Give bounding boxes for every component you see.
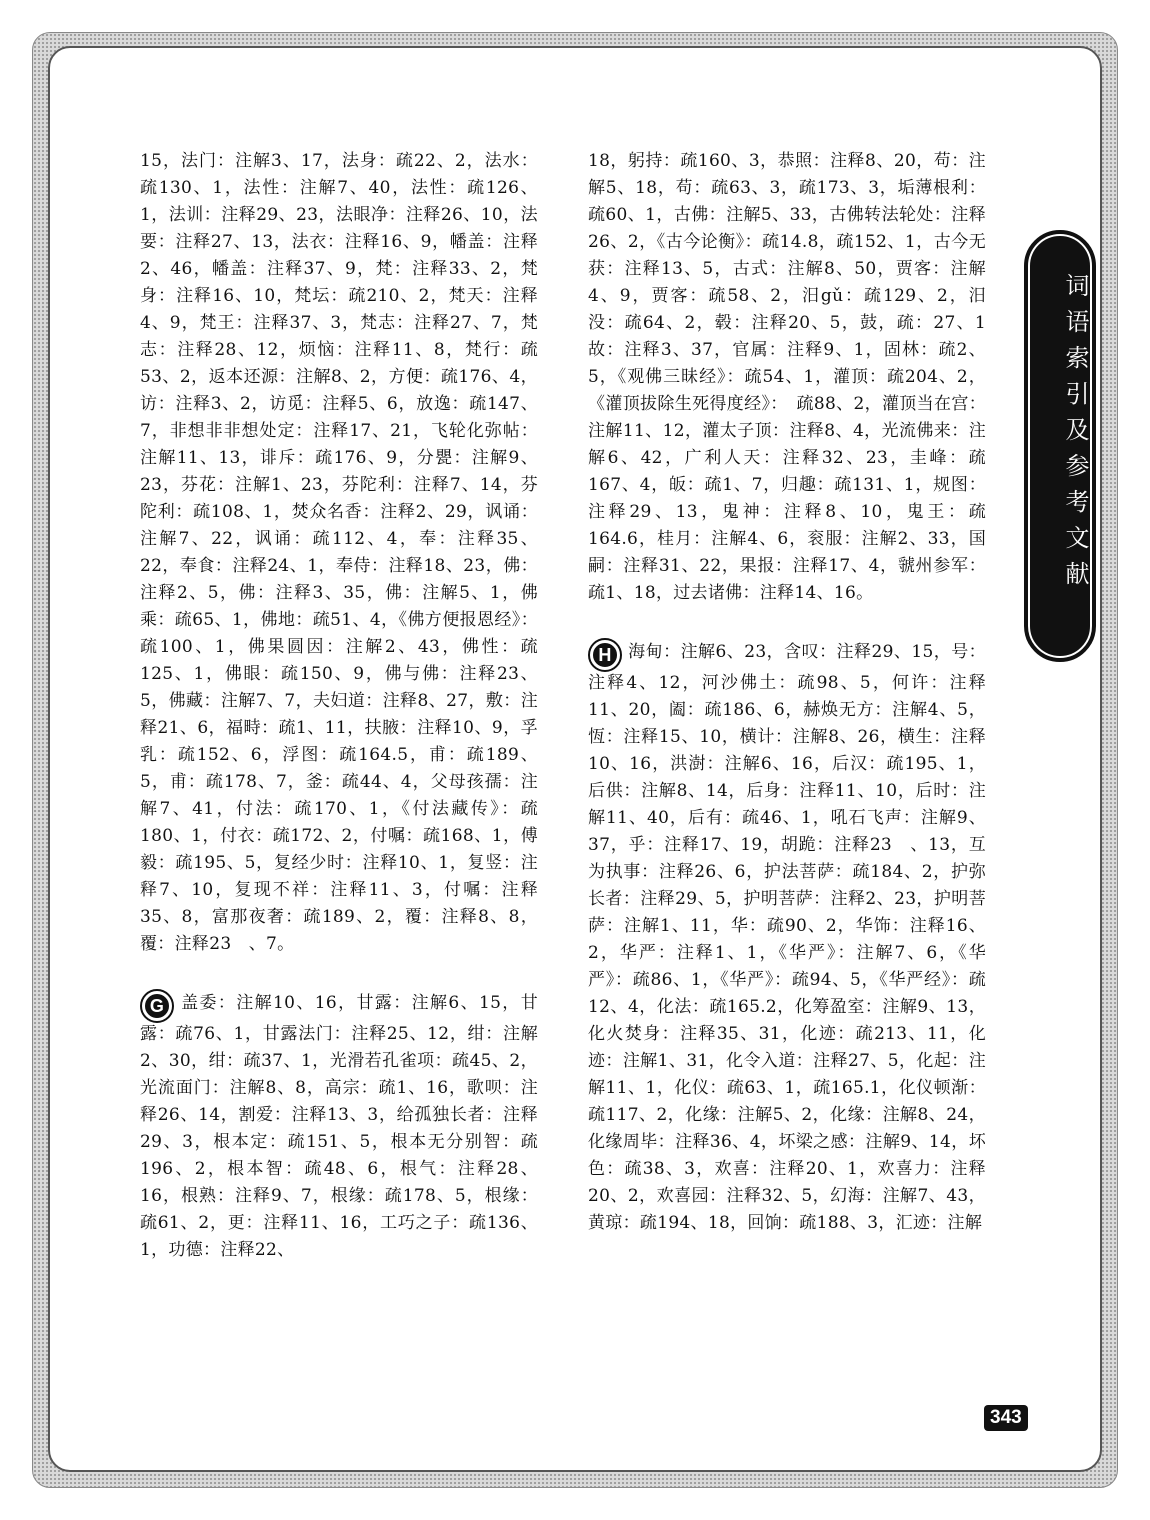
page-number: 343 <box>984 1405 1028 1431</box>
right-column <box>588 148 986 1237</box>
section-letter-h-badge: H <box>590 640 620 670</box>
left-column <box>140 148 538 1264</box>
chapter-side-tab <box>1024 230 1096 662</box>
section-h <box>588 639 986 1237</box>
index-entries-f: 15，法门：注解3、17，法身：疏22、2，法水：疏130、1，法性：注解7、40，法性：疏126、1，法训：注释29、23，法眼净：注释26、10，法要：注释27、13，法衣：注释16、9，幡盖：注释2、46，幡盖：注释37、9，梵：注释33、2，梵身：注释16、10，梵坛：疏210、2，梵天：注释4、9，梵王：注释37、3，梵志：注释27、7，梵志：注释28、12，烦恼：注释11、8，梵行：疏53、2，返本还源：注解8、2，方便：疏176、4，访：注释3、2，访觅：注释5、6，放逸：疏147、7，非想非非想处定：注释17、21，飞轮化弥帖：注解11、13，诽斥：疏176、9，分甖：注解9、23，芬花：注解1、23，芬陀利：注释7、14，芬陀利：疏108、1，焚众名香：注释2、29，讽诵：注解7、22，讽诵：疏112、4，奉：注释35、22，奉食：注释24、1，奉侍：注释18、23，佛：注释2、5，佛：注释3、35，佛：注解5、1，佛乘：疏65、1，佛地：疏51、4，《佛方便报恩经》：疏100、1，佛果圆因：注解2、43，佛性：疏125、1，佛眼：疏150、9，佛与佛：注释23、5，佛藏：注解7、7，夫妇道：注释8、27，敷：注释21、6，福畤：疏1、11，扶腋：注释10、9，孚乳：疏152、6，浮图：疏164.5，甫：疏189、5，甫：疏178、7，釜：疏44、4，父母孩孺：注解7、41，付法：疏170、1，《付法藏传》：疏180、1，付衣：疏172、2，付嘱：疏168、1，傅毅：疏195、5，复经少时：注释10、1，复竖：注释7、10，复现不祥：注释11、3，付嘱：注释35、8，富那夜奢：疏189、2，覆：注释8、8，覆：注释23 、7。 <box>140 151 538 954</box>
index-entries-g: 盖委：注解10、16，甘露：注解6、15，甘露：疏76、1，甘露法门：注释25、12，绀：注解2、30，绀：疏37、1，光滑若孔雀项：疏45、2，光流面门：注解8、8，高宗：疏1、16，歌呗：注释26、14，割爱：注释13、3，给孤独长者：注释29、3，根本定：疏151、5，根本无分别智：疏196、2，根本智：疏48、6，根气：注释28、16，根熟：注释9、7，根缘：疏178、5，根缘：疏61、2，更：注释11、16，工巧之子：疏136、1，功德：注释22、 <box>140 993 538 1260</box>
section-letter-g-badge: G <box>142 991 172 1021</box>
index-entries-h: 海甸：注解6、23，含叹：注释29、15，号：注释4、12，河沙佛土：疏98、5，何许：注释11、20，阖：疏186、6，赫焕无方：注解4、5，恆：注释15、10，横计：注解8、26，横生：注释10、16，洪澍：注解6、16，后汉：疏195、1，后供：注解8、14，后身：注释11、10，后时：注解11、40，后有：疏46、1，吼石飞声：注解9、37，乎：注释17、19，胡跪：注释23 、13，互为执事：注释26、6，护法菩萨：疏184、2，护弥长者：注释29、5，护明菩萨：注释2、23，护明菩萨：注解1、11，华：疏90、2，华饰：注释16、2，华严：注释1、1，《华严》：注解7、6，《华严》：疏86、1，《华严》：疏94、5，《华严经》：疏12、4，化法：疏165.2，化筹盈室：注解9、13，化火焚身：注释35、31，化迹：疏213、11，化迹：注解1、31，化令入道：注释27、5，化起：注解11、1，化仪：疏63、1，疏165.1，化仪顿渐：疏117、2，化缘：注解5、2，化缘：注解8、24，化缘周毕：注释36、4，坏梁之感：注解9、14，坏色：疏38、3，欢喜：注释20、1，欢喜力：注释20、2，欢喜园：注释32、5，幻海：注解7、43，黄琼：疏194、18，回饷：疏188、3，汇迹：注解 <box>588 642 986 1233</box>
chapter-side-tab-label: 词语索引及参考文献 <box>1061 273 1089 597</box>
index-entries-g-continued: 18，躬持：疏160、3，恭照：注释8、20，苟：注解5、18，苟：疏63、3，疏173、3，垢薄根利：疏60、1，古佛：注解5、33，古佛转法轮处：注释26、2，《古今论衡》：疏14.8，疏152、1，古今无获：注释13、5，古式：注解8、50，贾客：注解4、9，贾客：疏58、2，汨gǔ：疏129、2，汨没：疏64、2，毂：注释20、5，鼓，疏：27、1故：注释3、37，官属：注释9、1，固林：疏2、5，《观佛三昧经》：疏54、1，灌顶：疏204、2，《灌顶拔除生死得度经》： 疏88、2，灌顶当在宫：注解11、12，灌太子顶：注释8、4，光流佛来：注解6、42，广利人天：注释32、23，圭峰：疏167、4，皈：疏1、7，归趣：疏131、1，规图：注释29、13，鬼神：注释8、10，鬼王：疏164.6，桂月：注解4、6，衮服：注解2、33，国嗣：注释31、22，果报：注释17、4，虢州参军：疏1、18，过去诸佛：注释14、16。 <box>588 151 986 603</box>
section-g <box>140 990 538 1264</box>
